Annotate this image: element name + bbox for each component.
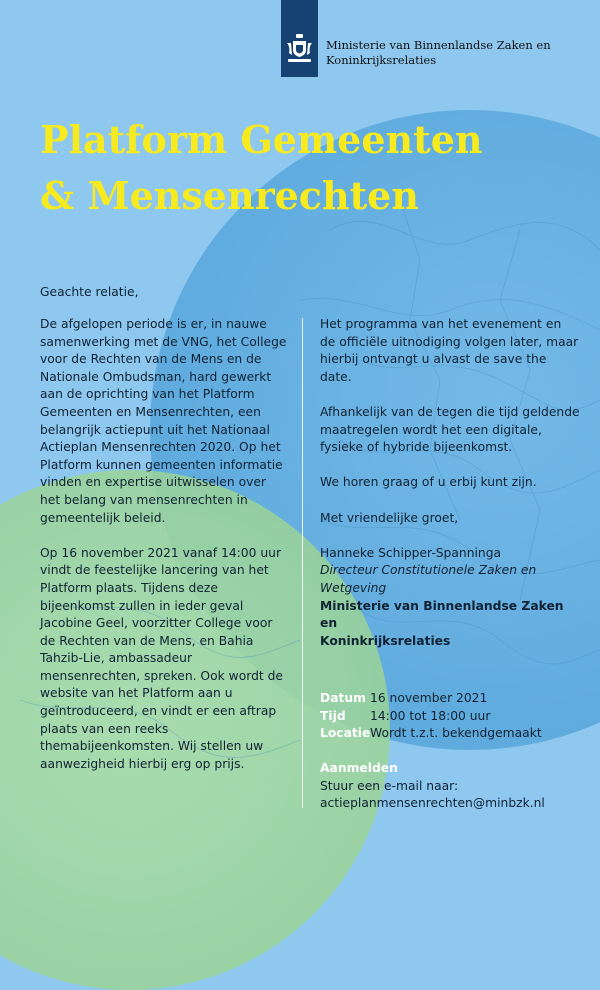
right-paragraph-2: Afhankelijk van de tegen die tijd geldende maatregelen wordt het een digitale, fysieke of hybride bijeenkomst. (320, 404, 580, 455)
register-instruction: Stuur een e-mail naar: (320, 778, 459, 793)
register-email-link[interactable]: actieplanmensenrechten@minbzk.nl (320, 796, 545, 811)
signer-org-line1: Ministerie van Binnenlandse Zaken en (320, 598, 564, 631)
left-column (40, 316, 290, 791)
signer-org-line2: Koninkrijksrelaties (320, 633, 451, 648)
right-paragraph-1: Het programma van het evenement en de officiële uitnodiging volgen later, maar hierbij ontvangt u alvast de save the date. (320, 317, 579, 384)
location-value: Wordt t.z.t. bekendgemaakt (370, 726, 542, 741)
column-divider (302, 318, 303, 808)
date-row (320, 690, 590, 708)
right-paragraph-3: We horen graag of u erbij kunt zijn. (320, 475, 537, 490)
page-title (40, 112, 560, 224)
salutation: Geachte relatie, (40, 285, 139, 299)
signer-role: Directeur Constitutionele Zaken en Wetgeving (320, 563, 537, 595)
registration (320, 760, 590, 813)
event-details (320, 690, 590, 743)
location-row (320, 725, 590, 743)
ministry-name (326, 38, 586, 68)
left-paragraph-2: Op 16 november 2021 vanaf 14:00 uur vindt de feestelijke lancering van het Platform plaats. Tijdens deze bijeenkomst zullen in ieder geval Jacobine Geel, voorzitter College voor de Rechten van de Mens, en Bahia Tahzib-Lie, ambassadeur mensenrechten, spreken. Ook wordt de website van het Platform aan u geïntroduceerd, en vindt er een aftrap plaats van een reeks themabijeenkomsten. Wij stellen uw aanwezigheid hierbij erg op prijs. (40, 545, 283, 771)
signature-block (320, 545, 580, 651)
title-line2: & Mensenrechten (40, 173, 419, 218)
ministry-name-line2: Koninkrijksrelaties (326, 53, 437, 67)
location-label: Locatie (320, 726, 371, 741)
date-label: Datum (320, 691, 366, 705)
register-heading: Aanmelden (320, 761, 398, 775)
signer-name: Hanneke Schipper-Spanninga (320, 545, 502, 560)
coat-of-arms-icon (285, 33, 314, 66)
time-row (320, 708, 590, 726)
time-label: Tijd (320, 708, 346, 723)
right-column (320, 316, 580, 650)
closing: Met vriendelijke groet, (320, 510, 459, 525)
date-value: 16 november 2021 (370, 691, 488, 705)
time-value: 14:00 tot 18:00 uur (370, 708, 491, 723)
title-line1: Platform Gemeenten (40, 117, 483, 162)
ministry-name-line1: Ministerie van Binnenlandse Zaken en (326, 38, 551, 52)
left-paragraph-1: De afgelopen periode is er, in nauwe samenwerking met de VNG, het College voor de Rechten van de Mens en de Nationale Ombudsman, hard gewerkt aan de oprichting van het Platform Gemeenten en Mensenrechten, een belangrijk actiepunt uit het Nationaal Actieplan Mensenrechten 2020. Op het Platform kunnen gemeenten informatie vinden en expertise uitwisselen over het belang van mensenrechten in gemeentelijk beleid. (40, 317, 287, 525)
